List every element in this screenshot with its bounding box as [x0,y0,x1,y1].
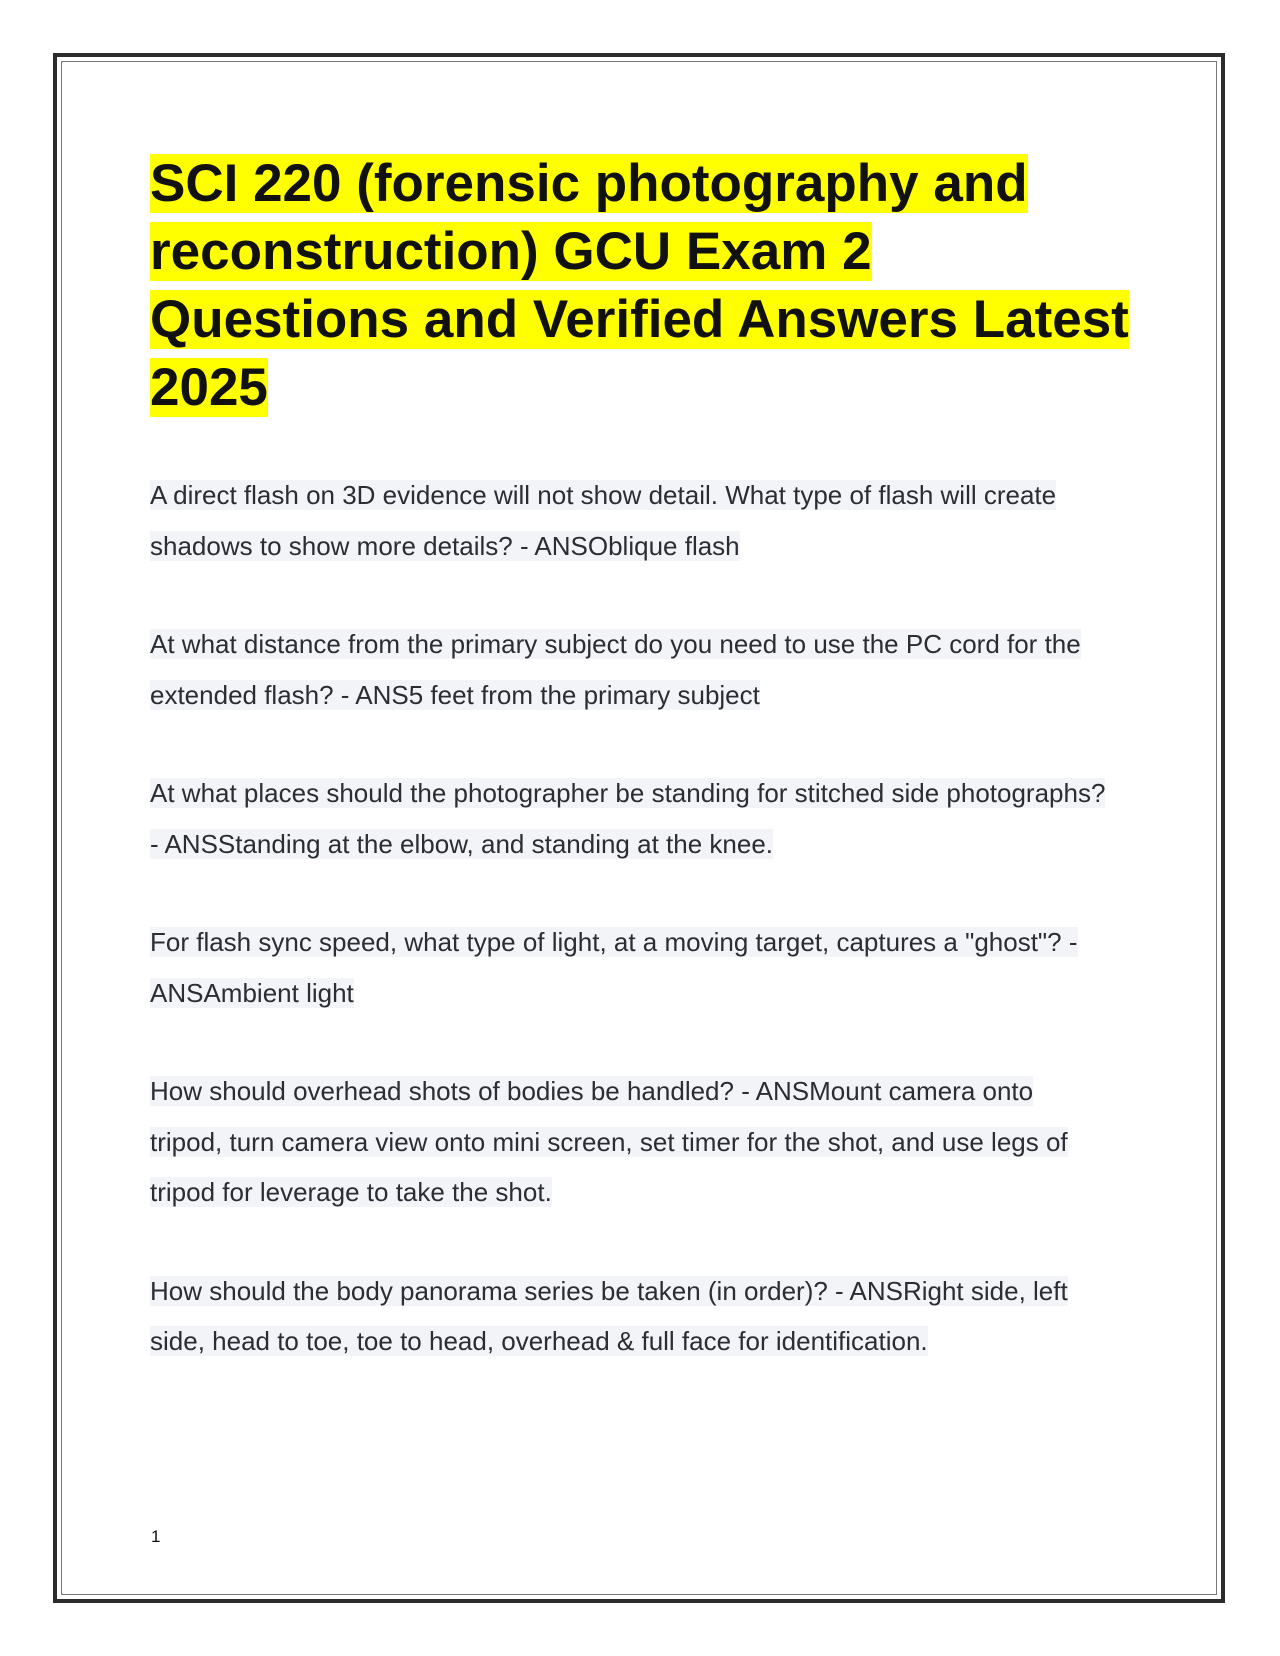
qa-item-4 [150,917,1110,1018]
qa-item-text: At what places should the photographer be standing for stitched side photographs? - ANSStanding at the elbow, and standing at the knee. [150,778,1106,859]
page-number: 1 [151,1527,161,1546]
qa-item-5 [150,1066,1110,1218]
qa-item-text: How should the body panorama series be taken (in order)? - ANSRight side, left side, head to toe, toe to head, overhead & full face for identification. [150,1275,1068,1356]
document-title [150,150,1130,422]
qa-item-text: A direct flash on 3D evidence will not show detail. What type of flash will create shadows to show more details? - ANSOblique flash [150,480,1057,561]
qa-item-6 [150,1266,1110,1367]
qa-item-2 [150,619,1110,720]
document-title-text: SCI 220 (forensic photography and reconstruction) GCU Exam 2 Questions and Verified Answers Latest 2025 [150,154,1129,417]
qa-item-text: For flash sync speed, what type of light, at a moving target, captures a "ghost"? - ANSAmbient light [150,927,1078,1008]
qa-item-text: How should overhead shots of bodies be handled? - ANSMount camera onto tripod, turn camera view onto mini screen, set timer for the shot, and use legs of tripod for leverage to take the shot. [150,1076,1068,1207]
qa-item-1 [150,470,1110,571]
qa-list [150,470,1110,1415]
qa-item-3 [150,768,1110,869]
qa-item-text: At what distance from the primary subject do you need to use the PC cord for the extended flash? - ANS5 feet from the primary subject [150,629,1081,710]
